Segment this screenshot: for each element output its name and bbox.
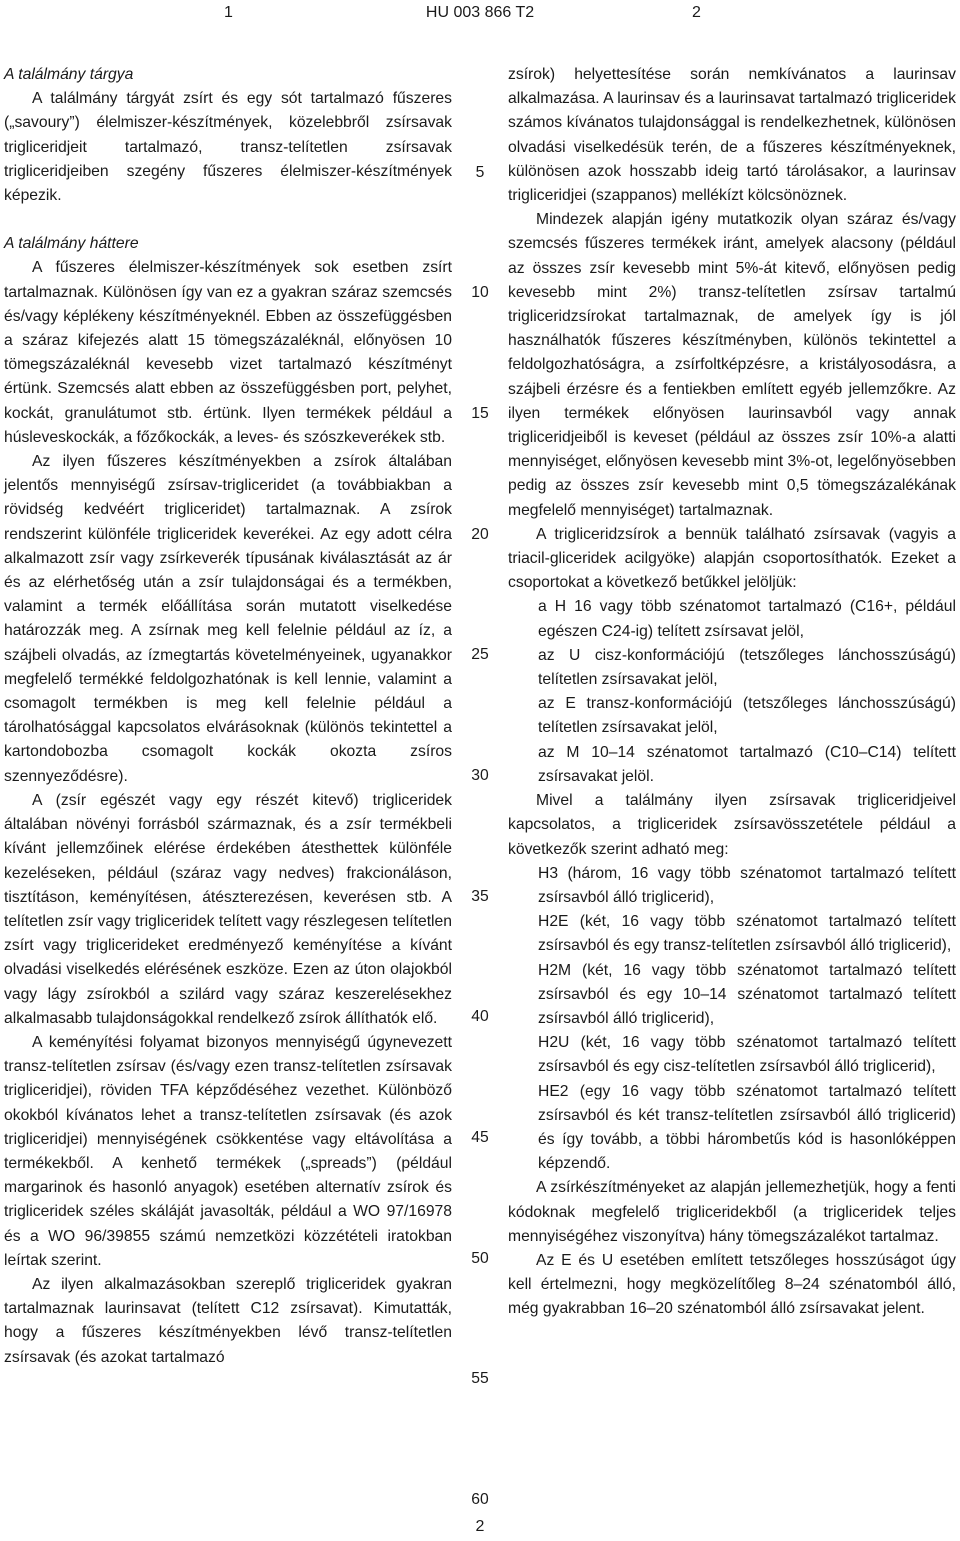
line-number: 50 <box>471 1250 489 1267</box>
paragraph: Az ilyen fűszeres készítményekben a zsírok általában jelentős mennyiségű zsírsav-trigliceridet (a továbbiakban a rövidség kedvéért trigliceridet) tartalmaznak. A zsírok rendszerint különféle trigliceridek keverékei. Az egy adott célra alkalmazott zsír vagy zsírkeverék típusának kiválasztását az ár és az elérhetőség után a zsír tulajdonságai és a termékben, valamint a termék előállítása során mutatott viselkedése határozzák meg. A zsírnak meg kell felelnie például az íz, a szájbeli olvadás, az ízmegtartás követelményeinek, ugyanakkor megfelelő termékké feldolgozhatónak is kell lennie, valamint a csomagolt termékben is meg kell felelnie például a tárolhatósággal kapcsolatos elvárásoknak (különös tekintettel a kartondobozba csomagolt kockák okozta zsíros szennyeződésre). <box>4 453 452 785</box>
line-number: 15 <box>471 405 489 422</box>
line-number: 30 <box>471 767 489 784</box>
definition-item: az U cisz-konformációjú (tetszőleges lánchosszúságú) telítetlen zsírsavakat jelöl, <box>538 646 956 689</box>
left-text-column <box>4 63 452 1370</box>
line-number: 55 <box>471 1370 489 1387</box>
code-item: H2M (két, 16 vagy több szénatomot tartalmazó telített zsírsavból és egy 10–14 szénatomot tartalmazó telített zsírsavból álló triglicerid), <box>538 961 956 1027</box>
code-item: H2U (két, 16 vagy több szénatomot tartalmazó telített zsírsavból és egy cisz-telítetlen zsírsavból álló triglicerid), <box>538 1034 956 1076</box>
header-document-id: HU 003 866 T2 <box>425 4 535 21</box>
line-number: 25 <box>471 646 489 663</box>
line-number: 20 <box>471 526 489 543</box>
definition-item: a H 16 vagy több szénatomot tartalmazó (C16+, például egészen C24-ig) telített zsírsavat jelöl, <box>538 598 956 640</box>
line-number: 45 <box>471 1129 489 1146</box>
paragraph: A találmány tárgyát zsírt és egy sót tartalmazó fűszeres („savoury”) élelmiszer-készítmények, közelebbről zsírsavak trigliceridjeit tartalmazó, transz-telítetlen zsírsavak trigliceridjeiben szegény fűszeres élelmiszer-készítmények képezik. <box>4 90 452 205</box>
paragraph: A zsírkészítményeket az alapján jellemezhetjük, hogy a fenti kódoknak megfelelő trigliceridekből (a trigliceridek teljes mennyiségéhez viszonyítva) hány tömegszázalékot tartalmaz. <box>508 1179 956 1245</box>
paragraph: A keményítési folyamat bizonyos mennyiségű úgynevezett transz-telítetlen zsírsav (és/vagy ezen transz-telítetlen zsírsavak trigliceridjei), röviden TFA képződéséhez vezethet. Különböző okokból kívánatos lehet a transz-telítetlen zsírsavak (és azok trigliceridjei) mennyiségének csökkentése vagy eltávolítása a termékekből. A kenhető termékek („spreads”) (például margarinok és hasonló anyagok) esetében alternatív zsírok és trigliceridek széles skáláját javasolták, például a WO 97/16978 és a WO 96/39855 számú nemzetközi közzétételi iratokban leírtak szerint. <box>4 1033 452 1269</box>
section-heading-subject: A találmány tárgya <box>4 66 134 83</box>
line-number: 40 <box>471 1008 489 1025</box>
code-item: H2E (két, 16 vagy több szénatomot tartalmazó telített zsírsavból és egy transz-telítetlen zsírsavból álló triglicerid), <box>538 913 956 955</box>
paragraph: zsírok) helyettesítése során nemkívánatos a laurinsav alkalmazása. A laurinsav és a laurinsavat tartalmazó trigliceridek számos kívánatos tulajdonsággal is rendelkezhetnek, különösen olvadási viselkedésük terén, de a fűszeres készítményeknek, különösen azok hosszabb ideig tartó tárolásakor, a laurinsav trigliceridjei (szappanos) mellékízt kölcsönöznek. <box>508 66 956 205</box>
header-page-number-left: 1 <box>224 4 233 21</box>
line-number: 35 <box>471 888 489 905</box>
line-number: 10 <box>471 284 489 301</box>
footer-page-number: 2 <box>475 1518 485 1535</box>
paragraph: Mindezek alapján igény mutatkozik olyan száraz és/vagy szemcsés fűszeres termékek iránt, amelyek alacsony (például az összes zsír kevesebb mint 5%-át kitevő, előnyösen pedig kevesebb mint 2%) transz-telítetlen zsírsav tartalmú trigliceridzsírokat tartalmaznak, de amelyek így is jól használhatók fűszeres készítményben, különös tekintettel a feldolgozhatóságra, a zsírfoltképzésre, a kristályosodásra, a szájbeli érzésre és a fentiekben említett egyéb jellemzőkre. Az ilyen termékek előnyösen laurinsavból vagy annak trigliceridjeiből is keveset (például az összes zsír 10%-a alatti mennyiséget, előnyösen kevesebb mint 3%-ot, legelőnyösebben pedig az összes zsír kevesebb mint 0,5 tömegszázalékának megfelelő mennyiséget) tartalmaznak. <box>508 211 956 519</box>
line-number: 5 <box>475 164 485 181</box>
line-number: 60 <box>471 1491 489 1508</box>
paragraph: A fűszeres élelmiszer-készítmények sok esetben zsírt tartalmaznak. Különösen így van ez a gyakran száraz szemcsés és/vagy képlékeny készítményeknél. Ebben az összefüggésben a száraz kifejezés alatt 15 tömegszázaléknál, előnyösen 10 tömegszázaléknál kevesebb vizet tartalmazó készítményt értünk. Szemcsés alatt ebben az összefüggésben port, pelyhet, kockát, granulátumot stb. értünk. Ilyen termékek például a húsleveskockák, a főzőkockák, a leves- és szószkeverékek stb. <box>4 259 452 446</box>
header-page-number-right: 2 <box>692 4 701 21</box>
paragraph: A trigliceridzsírok a bennük található zsírsavak (vagyis a triacil-gliceridek acilgyöke) alapján csoportosíthatók. Ezeket a csoportokat a következő betűkkel jelöljük: <box>508 525 956 592</box>
section-heading-background: A találmány háttere <box>4 235 139 253</box>
paragraph: Az E és U esetében említett tetszőleges hosszúságot úgy kell értelmezni, hogy megközelítőleg 8–24 szénatomból álló, még gyakrabban 16–20 szénatomból álló zsírsavakat jelent. <box>508 1251 956 1318</box>
code-item: H3 (három, 16 vagy több szénatomot tartalmazó telített zsírsavból álló triglicerid), <box>538 864 956 906</box>
paragraph: Az ilyen alkalmazásokban szereplő trigliceridek gyakran tartalmaznak laurinsavat (telített C12 zsírsavat). Kimutatták, hogy a fűszeres készítményekben lévő transz-telítetlen zsírsavak (és azokat tartalmazó <box>4 1275 452 1366</box>
paragraph: A (zsír egészét vagy egy részét kitevő) trigliceridek általában növényi forrásból származnak, és a zsír termékbeli kívánt jellemzőinek elérése érdekében átesthettek különféle kezeléseken, például (száraz vagy nedves) frakcionáláson, tisztításon, keményítésen, átészterezésen, keverésen stb. A telítetlen zsír vagy trigliceridek telített vagy részlegesen telítetlen zsírt vagy triglicerideket eredményező keményítése a kívánt olvadási viselkedés elérésének eszköze. Ezen az úton olajokból vagy lágy zsírokból a szilárd vagy száraz keszerelésekhez alkalmasabb tulajdonságokkal rendelkező zsírok állíthatók elő. <box>4 791 452 1027</box>
code-item: HE2 (egy 16 vagy több szénatomot tartalmazó telített zsírsavból és két transz-telítetlen zsírsavból álló triglicerid) és így tovább, a többi hárombetűs kód is hasonlóképpen képzendő. <box>538 1082 956 1173</box>
definition-item: az M 10–14 szénatomot tartalmazó (C10–C14) telített zsírsavakat jelöl. <box>538 743 956 785</box>
paragraph: Mivel a találmány ilyen zsírsavak trigliceridjeivel kapcsolatos, a trigliceridek zsírsavösszetétele például a következők szerint adható meg: <box>508 792 956 858</box>
definition-item: az E transz-konformációjú (tetszőleges lánchosszúságú) telítetlen zsírsavakat jelöl, <box>538 695 956 737</box>
